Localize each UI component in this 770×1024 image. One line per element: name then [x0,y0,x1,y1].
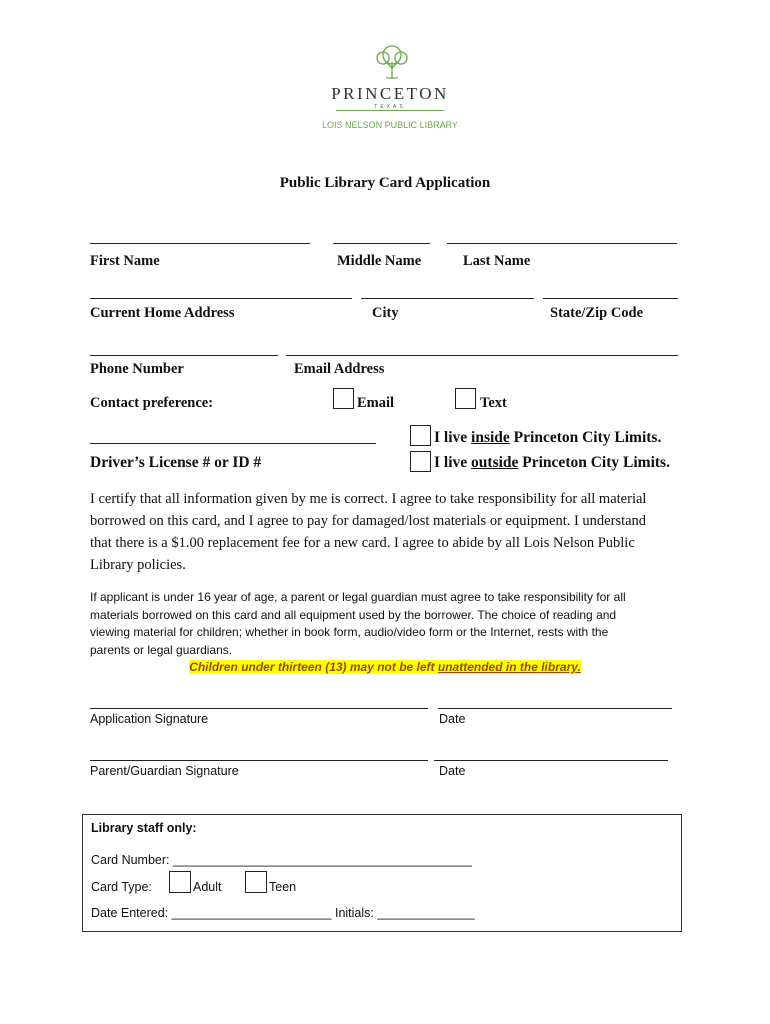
outside-city-checkbox[interactable] [410,451,431,472]
inside-pre-text: I live [434,429,472,446]
city-field[interactable] [361,298,534,299]
card-type-label: Card Type: [91,880,152,894]
first-name-field[interactable] [90,243,310,244]
contact-preference-label: Contact preference: [90,395,214,411]
certify-line: I certify that all information given by me is correct. I agree to take responsibility for all material [90,491,647,507]
certify-line: borrowed on this card, and I agree to pay for damaged/lost materials or equipment. I understand [90,513,647,529]
phone-label: Phone Number [90,361,184,377]
date-initials-field[interactable]: Date Entered: _______________________ Initials: ______________ [91,906,475,920]
inside-word: inside [471,429,510,446]
middle-name-label: Middle Name [337,253,422,269]
email-field[interactable] [286,355,678,356]
teen-checkbox[interactable] [245,871,267,893]
last-name-label: Last Name [463,253,531,269]
minor-line: viewing material for children; whether in book form, audio/video form or the Internet, rests with the [90,625,609,639]
minor-line: If applicant is under 16 year of age, a parent or legal guardian must agree to take responsibility for all [90,590,626,604]
minor-line: materials borrowed on this card and all equipment used by the borrower. The choice of reading and [90,607,617,622]
date-label-2: Date [439,764,466,778]
library-logo [300,42,480,137]
date-field-1[interactable] [438,708,672,709]
children-warning [0,660,770,674]
tree-icon [372,42,412,82]
text-option-label: Text [480,395,507,411]
inside-city-checkbox[interactable] [410,425,431,446]
first-name-label: First Name [90,253,160,269]
email-label: Email Address [294,361,385,377]
certify-line: that there is a $1.00 replacement fee for a new card. I agree to abide by all Lois Nelson Public [90,535,635,551]
logo-divider [336,110,444,111]
date-field-2[interactable] [434,760,668,761]
state-zip-label: State/Zip Code [550,305,644,321]
library-name: LOIS NELSON PUBLIC LIBRARY [322,120,458,130]
guardian-signature-field[interactable] [90,760,428,761]
application-signature-label: Application Signature [90,712,209,726]
teen-label: Teen [269,880,297,894]
certify-line: Library policies. [90,557,186,573]
adult-label: Adult [193,880,222,894]
inside-city-label [434,429,661,447]
middle-name-field[interactable] [333,243,430,244]
date-label-1: Date [439,712,466,726]
adult-checkbox[interactable] [169,871,191,893]
license-label: Driver’s License # or ID # [90,454,262,471]
warning-text-a: Children under thirteen (13) may not be left [189,660,438,674]
minor-line: parents or legal guardians. [90,642,233,657]
license-field[interactable] [90,443,376,444]
state-zip-field[interactable] [543,298,678,299]
outside-pre-text: I live [434,454,472,471]
outside-city-label [434,454,670,472]
org-subtitle: TEXAS [374,104,406,110]
application-signature-field[interactable] [90,708,428,709]
address-field[interactable] [90,298,352,299]
outside-post-text: Princeton City Limits. [518,454,670,471]
city-label: City [372,305,399,321]
guardian-signature-label: Parent/Guardian Signature [90,764,239,778]
org-name: PRINCETON [331,84,449,103]
staff-only-box [82,814,682,932]
page-title: Public Library Card Application [279,175,491,191]
outside-word: outside [471,454,519,471]
card-number-field[interactable]: Card Number: ___________________________________________ [91,853,472,867]
minor-notice [90,589,690,659]
certification-text [90,488,690,576]
text-checkbox[interactable] [455,388,476,409]
staff-heading: Library staff only: [91,821,197,835]
email-checkbox[interactable] [333,388,354,409]
warning-text-b: unattended in the library. [437,660,581,674]
email-option-label: Email [357,395,395,411]
address-label: Current Home Address [90,305,235,321]
last-name-field[interactable] [447,243,677,244]
inside-post-text: Princeton City Limits. [509,429,662,446]
phone-field[interactable] [90,355,278,356]
